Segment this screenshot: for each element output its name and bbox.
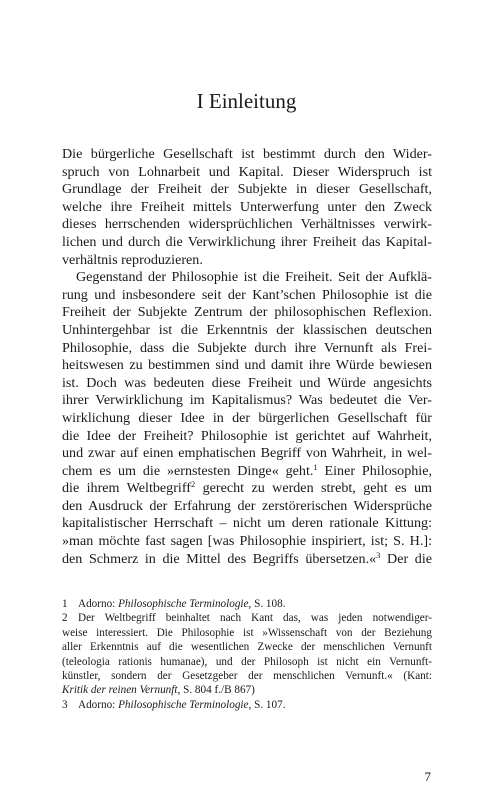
text-line: ihrer Verwirklichung im Kapitalismus? Was bedeutet die Ver-: [62, 392, 432, 409]
footnote-author: Adorno:: [78, 698, 119, 711]
footnote-2-line: aller Erkenntnis auf die wesentlichen Zwecke der menschlichen Vernunft: [62, 641, 432, 654]
text-line: Die bürgerliche Gesellschaft ist bestimmt durch den Wider-: [62, 146, 432, 162]
footnote-number: 3: [62, 698, 68, 711]
text-line: den Ausdruck der Erfahrung der zerstörerischen Widersprüche: [62, 497, 432, 514]
paragraph-1: [62, 146, 432, 269]
text-line: »man möchte fast sagen [was Philosophie inspiriert, ist; S. H.]:: [62, 533, 432, 550]
footnote-page: , S. 804 f./B 867): [177, 684, 255, 697]
footnote-2-line: künstler, sondern der Gesetzgeber der menschlichen Vernunft.« (Kant:: [62, 669, 432, 682]
footnote-2-line: weise interessiert. Die Philosophie ist »Wissenschaft von der Beziehung: [62, 626, 432, 639]
text-line: spruch von Lohnarbeit und Kapital. Dieser Widerspruch ist: [62, 163, 432, 180]
chapter-title: I Einleitung: [196, 89, 297, 113]
text-line: die Idee der Freiheit? Philosophie ist gerichtet auf Wahrheit,: [62, 427, 432, 444]
text-line: dieses herrschenden widersprüchlichen Verhältnisses verwirk-: [62, 216, 432, 233]
text-line: Gegenstand der Philosophie ist die Freiheit. Seit der Aufklä-: [76, 269, 432, 286]
text-line: verhältnis reproduzieren.: [62, 251, 203, 268]
text-segment: Einer Philosophie,: [317, 462, 433, 479]
footnote-number: 1: [62, 598, 68, 610]
text-line: ist. Doch was bedeuten diese Freiheit und Würde angesichts: [62, 374, 432, 391]
footnote-work-title: Philosophische Terminologie: [118, 598, 249, 610]
body-text: [62, 146, 432, 568]
text-line: lichen und durch die Verwirklichung ihrer Freiheit das Kapital-: [62, 233, 432, 250]
footnote-3: [62, 698, 432, 712]
text-segment: gerecht zu werden strebt, geht es um: [195, 480, 432, 497]
text-line: Unhintergehbar ist die Erkenntnis der klassischen deutschen: [62, 321, 432, 338]
text-line: Philosophie, dass die Subjekte durch ihre Vernunft als Frei-: [62, 339, 432, 356]
footnote-1: [62, 597, 432, 611]
text-segment: den Schmerz in die Mittel des Begriffs übersetzen.«: [62, 550, 377, 567]
paragraph-2: [62, 269, 432, 568]
text-line: rung und insbesondere seit der Kant’schen Philosophie ist die: [62, 286, 432, 303]
text-line: heitswesen zu bestimmen sind und damit ihre Würde bewiesen: [62, 357, 432, 374]
footnote-2-line: (teleologia rationis humanae), und der Philosoph ist nicht ein Vernunft-: [62, 655, 432, 668]
text-line: Grundlage der Freiheit der Subjekte in dieser Gesellschaft,: [62, 181, 432, 198]
footnote-work-title: Philosophische Terminologie: [118, 698, 249, 711]
footnote-ref-2[interactable]: 2: [190, 479, 196, 490]
text-segment: Der die: [380, 550, 432, 567]
footnote-author: Adorno:: [78, 598, 119, 610]
footnote-text: Der Weltbegriff beinhaltet nach Kant das, was jeden notwendiger-: [78, 612, 432, 625]
footnote-2-line: [62, 611, 432, 625]
text-segment: chem es um die »ernstesten Dinge« geht.: [62, 462, 314, 479]
footnote-ref-1[interactable]: 1: [313, 461, 318, 472]
text-line: wirklichung dieser Idee in der bürgerlichen Gesellschaft für: [62, 409, 432, 426]
text-line: und zwar auf einen emphatischen Begriff von Wahrheit, in wel-: [62, 445, 432, 462]
footnote-number: 2: [62, 612, 68, 625]
footnotes: [62, 597, 432, 712]
text-segment: die ihrem Weltbegriff: [62, 480, 191, 497]
text-line: welche ihre Freiheit mittels Unterwerfung unter den Zweck: [62, 198, 432, 215]
page-number: 7: [424, 769, 431, 784]
text-line: Freiheit der Subjekte Zentrum der philosophischen Reflexion.: [62, 304, 432, 321]
text-line: kapitalistischer Herrschaft – nicht um deren rationale Kittung:: [62, 515, 432, 532]
footnote-page: , S. 107.: [248, 698, 286, 711]
text-line-with-footnote: [62, 463, 432, 481]
footnote-2-line: [62, 683, 432, 697]
text-line-with-footnote: [62, 480, 432, 498]
text-line-with-footnote: [62, 551, 432, 569]
footnote-ref-3[interactable]: 3: [376, 549, 381, 560]
footnote-work-title: Kritik der reinen Vernunft: [62, 684, 178, 697]
footnote-page: , S. 108.: [248, 598, 286, 610]
